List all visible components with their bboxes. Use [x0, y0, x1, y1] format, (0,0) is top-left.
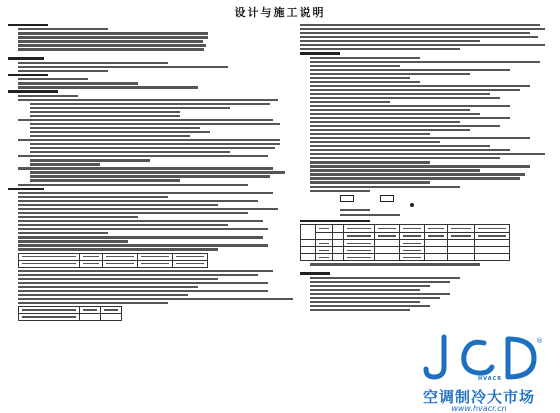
equipment-table: [300, 224, 510, 261]
section-heading: [300, 220, 370, 223]
section-heading: [8, 57, 44, 60]
section-heading: [8, 90, 58, 93]
spec-table: [18, 253, 208, 268]
brand-url: www.hvacr.cn: [451, 404, 507, 413]
legend-symbols: [340, 195, 552, 217]
section-heading: [300, 272, 330, 275]
registered-mark: ®: [536, 337, 543, 345]
right-text-column: [300, 22, 552, 313]
small-table: [18, 306, 122, 321]
section-heading: [300, 52, 340, 55]
section-heading: [8, 74, 48, 77]
brand-name: 空调制冷大市场: [422, 388, 535, 406]
left-text-column: [8, 22, 290, 323]
page-title: 设计与施工说明: [234, 6, 326, 19]
section-heading: [8, 188, 44, 191]
brand-watermark: [404, 331, 554, 413]
brand-logo-icon: [404, 331, 554, 391]
section-heading: [8, 24, 48, 27]
brand-sub: HVACR: [478, 376, 503, 382]
